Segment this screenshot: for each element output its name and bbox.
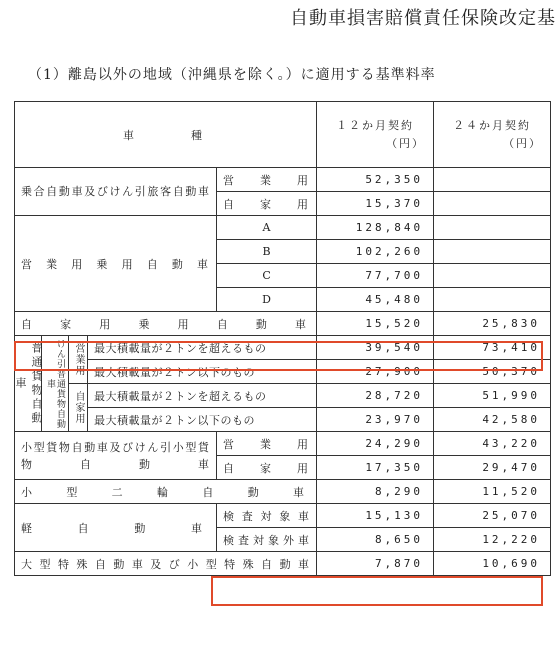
rate-12: 7,870 <box>317 552 434 576</box>
weight-desc: 最大積載量が２トンを超えるもの <box>88 384 317 408</box>
rate-24: 25,830 <box>434 312 551 336</box>
rate-24: 11,520 <box>434 480 551 504</box>
table-row <box>15 432 551 456</box>
table-row <box>15 384 551 408</box>
class-c: C <box>217 264 317 288</box>
rate-24: 50,370 <box>434 360 551 384</box>
rate-table <box>14 101 551 576</box>
rate-12: 128,840 <box>317 216 434 240</box>
small-bike-label: 小型二輪自動車 <box>15 480 317 504</box>
header-kind: 車 種 <box>15 102 317 168</box>
rate-24 <box>434 288 551 312</box>
kei-label: 軽自動車 <box>15 504 217 552</box>
table-row <box>15 480 551 504</box>
rate-12: 15,370 <box>317 192 434 216</box>
passenger-towing-label: 乗合自動車及びけん引旅客自動車 <box>15 168 217 216</box>
rate-12: 102,260 <box>317 240 434 264</box>
rate-12: 17,350 <box>317 456 434 480</box>
rate-24: 10,690 <box>434 552 551 576</box>
kei-inspected: 検査対象車 <box>217 504 317 528</box>
class-d: D <box>217 288 317 312</box>
rate-12: 27,900 <box>317 360 434 384</box>
rate-12: 45,480 <box>317 288 434 312</box>
rate-12: 8,290 <box>317 480 434 504</box>
rate-24: 42,580 <box>434 408 551 432</box>
rate-12: 23,970 <box>317 408 434 432</box>
rate-24: 51,990 <box>434 384 551 408</box>
weight-desc: 最大積載量が２トンを超えるもの <box>88 336 317 360</box>
section-subtitle: （1）離島以外の地域（沖縄県を除く。）に適用する基準料率 <box>28 67 436 83</box>
header-12month-unit: （円） <box>386 136 426 150</box>
rate-12: 24,290 <box>317 432 434 456</box>
rate-24: 29,470 <box>434 456 551 480</box>
rate-24 <box>434 168 551 192</box>
document-title: 自動車損害賠償責任保険改定基 <box>290 8 556 29</box>
rate-24 <box>434 216 551 240</box>
usage-business: 営 業 用 <box>217 432 317 456</box>
small-truck-label: 小型貨物自動車及びけん引小型貨物自動車 <box>15 432 217 480</box>
rate-24 <box>434 240 551 264</box>
rate-24 <box>434 264 551 288</box>
table-row <box>15 216 551 240</box>
table-row <box>15 360 551 384</box>
kei-not-inspected: 検査対象外車 <box>217 528 317 552</box>
truck-private-label: 自家用 <box>69 384 88 432</box>
weight-desc: 最大積載量が２トン以下のもの <box>88 408 317 432</box>
private-car-label: 自家用乗用自動車 <box>15 312 317 336</box>
table-row <box>15 552 551 576</box>
rate-24: 73,410 <box>434 336 551 360</box>
header-12month <box>317 102 434 168</box>
special-label: 大型特殊自動車及び小型特殊自動車 <box>15 552 317 576</box>
table-row <box>15 504 551 528</box>
table-row <box>15 408 551 432</box>
header-12month-label: １２か月契約 <box>336 118 415 132</box>
taxi-label: 営業用乗用自動車 <box>15 216 217 312</box>
table-row <box>15 336 551 360</box>
truck-towing-label: けん引普通貨物自動車 <box>42 336 69 432</box>
class-b: B <box>217 240 317 264</box>
rate-12: 52,350 <box>317 168 434 192</box>
usage-private: 自 家 用 <box>217 456 317 480</box>
rate-12: 15,520 <box>317 312 434 336</box>
truck-label: 普通貨物自動車 <box>15 336 42 432</box>
usage-business: 営 業 用 <box>217 168 317 192</box>
weight-desc: 最大積載量が２トン以下のもの <box>88 360 317 384</box>
highlight-kei-inspected <box>211 576 543 606</box>
table-row <box>15 168 551 192</box>
class-a: A <box>217 216 317 240</box>
rate-12: 8,650 <box>317 528 434 552</box>
table-row <box>15 312 551 336</box>
rate-24: 43,220 <box>434 432 551 456</box>
header-24month-label: ２４か月契約 <box>453 118 532 132</box>
rate-12: 28,720 <box>317 384 434 408</box>
rate-12: 39,540 <box>317 336 434 360</box>
rate-24: 25,070 <box>434 504 551 528</box>
rate-12: 77,700 <box>317 264 434 288</box>
rate-24 <box>434 192 551 216</box>
header-24month <box>434 102 551 168</box>
table-header-row <box>15 102 551 168</box>
header-24month-unit: （円） <box>503 136 543 150</box>
rate-24: 12,220 <box>434 528 551 552</box>
truck-business-label: 営業用 <box>69 336 88 384</box>
rate-12: 15,130 <box>317 504 434 528</box>
usage-private: 自 家 用 <box>217 192 317 216</box>
